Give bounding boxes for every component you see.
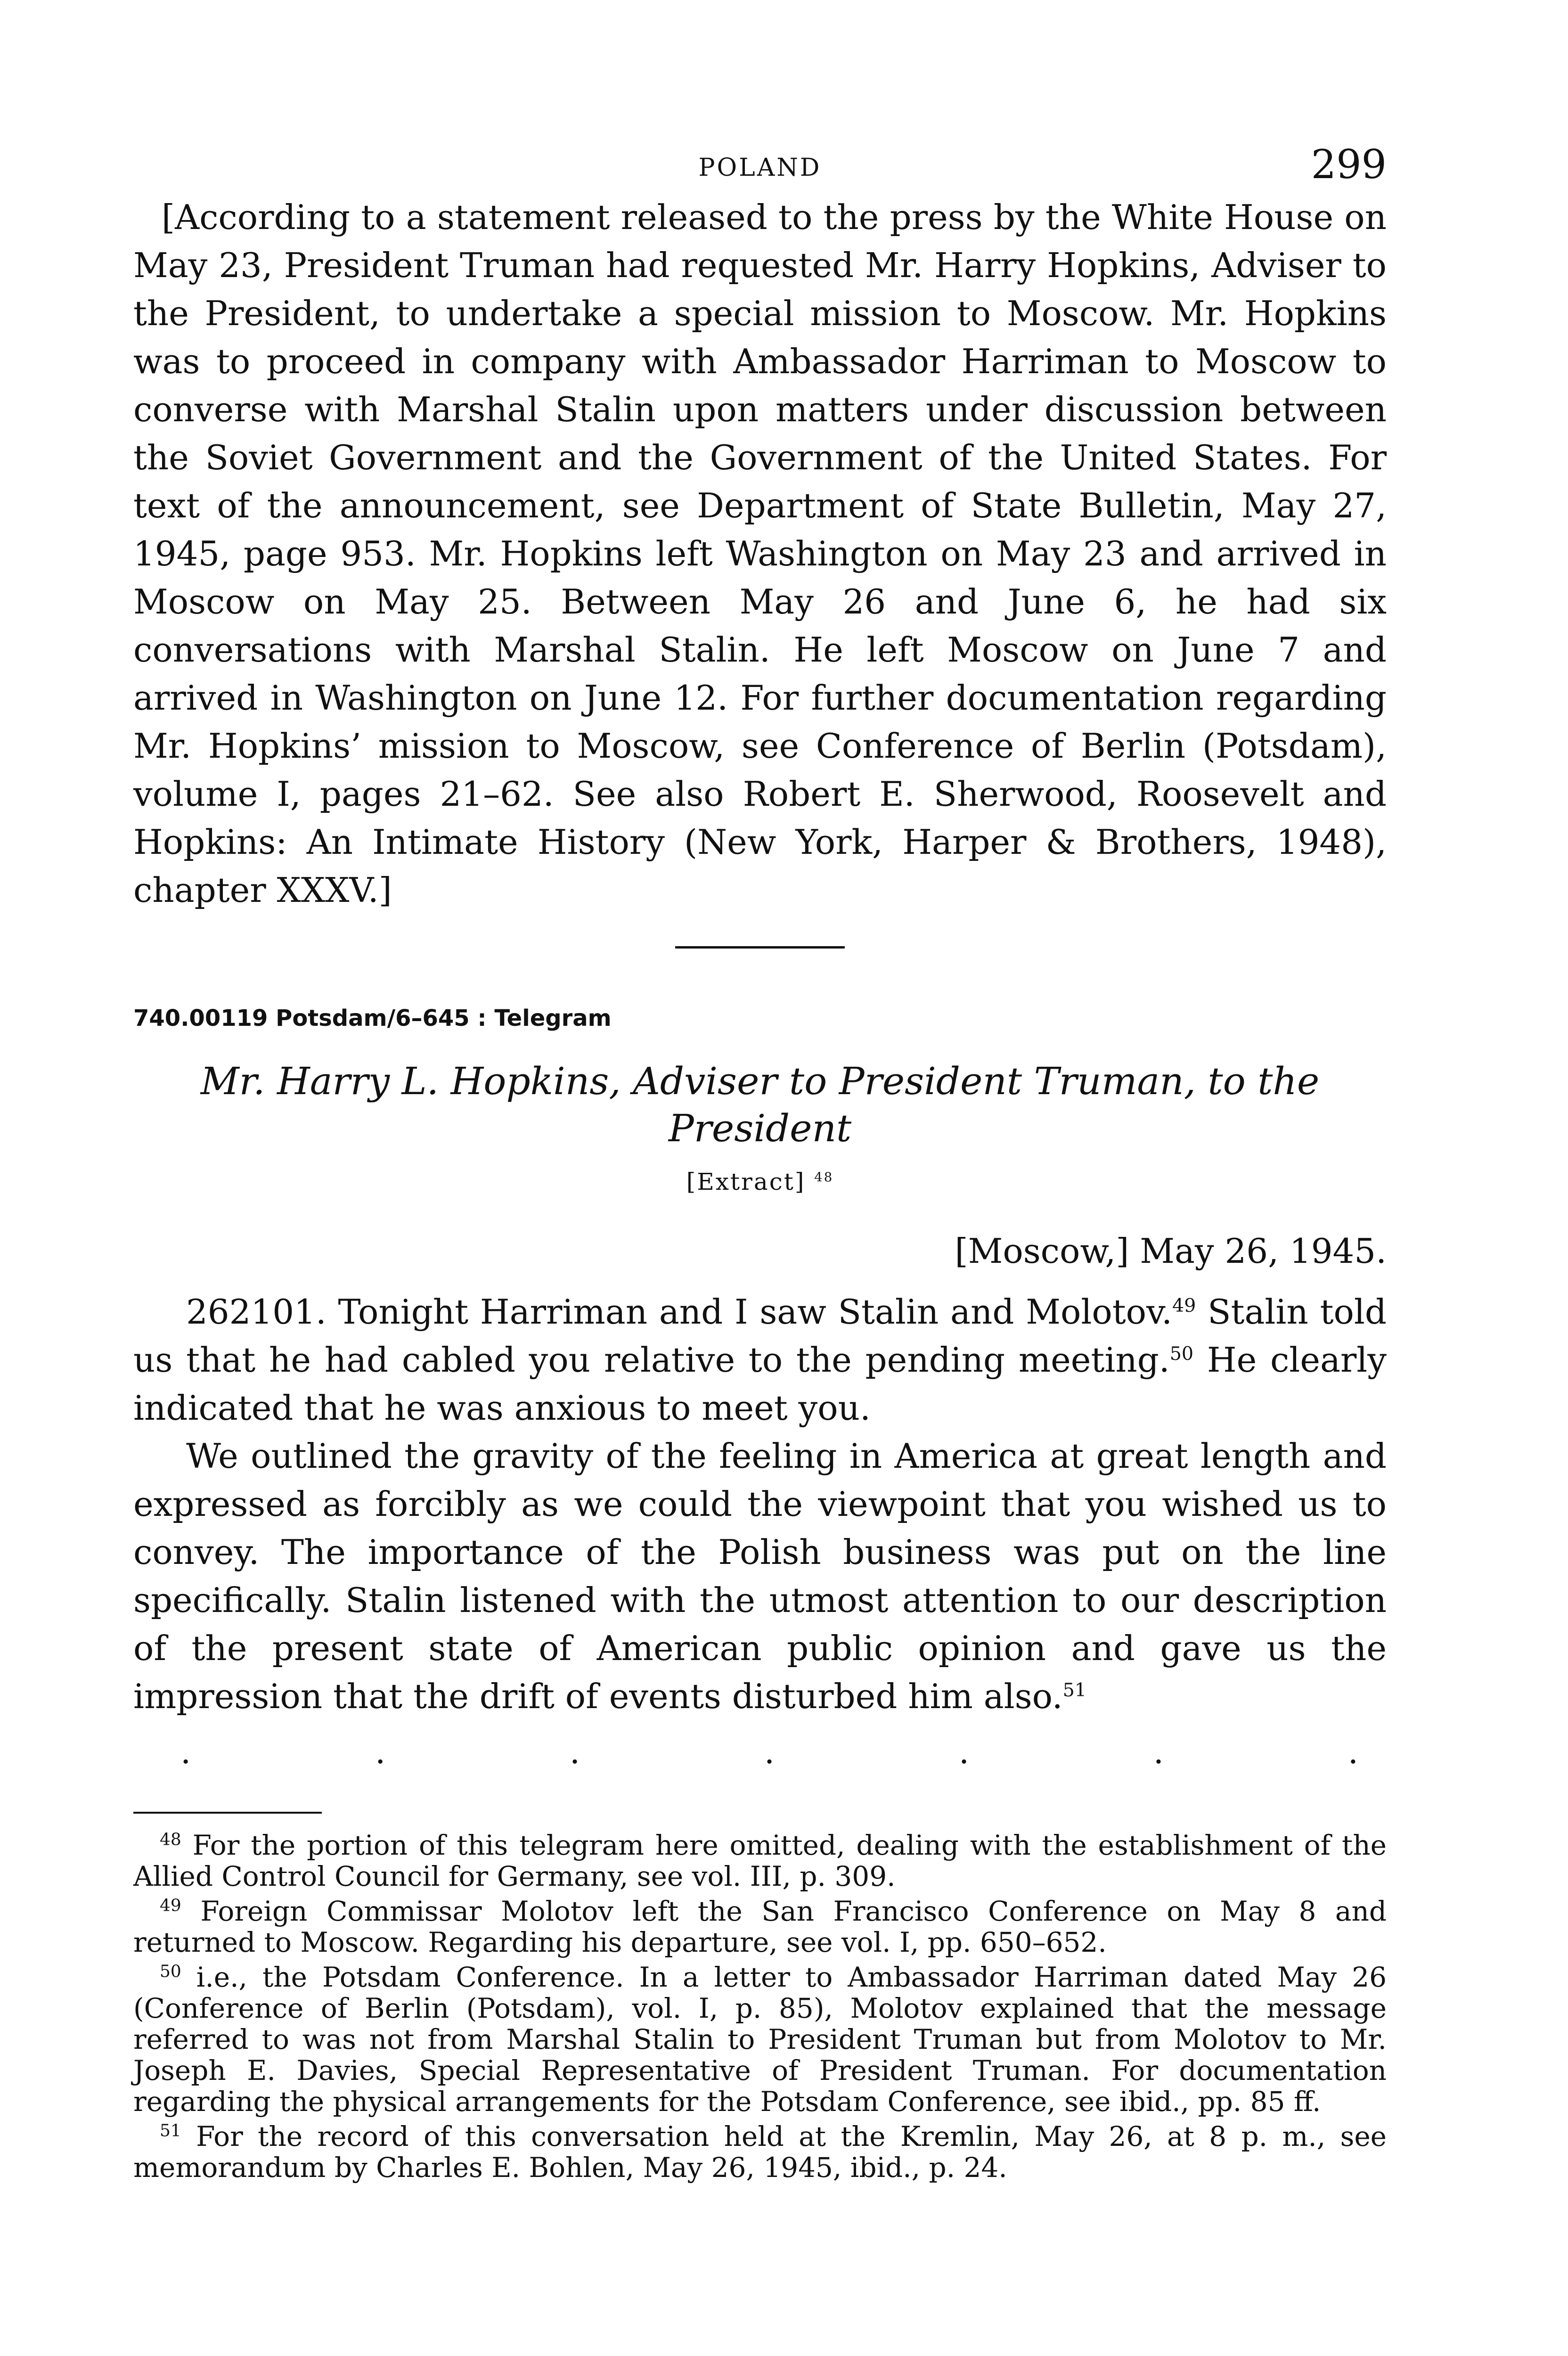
extract-label-line [133,1168,1387,1195]
footnote-text: Foreign Commissar Molotov left the San Francisco Conference on May 8 and returned to Moscow. Regarding his departure, see vol. I, pp. 650–652. [133,1895,1387,1958]
footnote-marker: 51 [160,2121,181,2141]
editorial-note: [According to a statement released to the press by the White House on May 23, President Truman had requested Mr. Harry Hopkins, Adviser to the President, to undertake a special mission to Moscow. Mr. Hopkins was to proceed in company with Ambassador Harriman to Moscow to converse with Marshal Stalin upon matters under discussion between the Soviet Government and the Government of the United States. For text of the announcement, see Department of State Bulletin, May 27, 1945, page 953. Mr. Hopkins left Washington on May 23 and arrived in Moscow on May 25. Between May 26 and June 6, he had six conversations with Marshal Stalin. He left Moscow on June 7 and arrived in Washington on June 12. For further documentation regarding Mr. Hopkins’ mission to Moscow, see Conference of Berlin (Potsdam), volume I, pages 21–62. See also Robert E. Sherwood, Roosevelt and Hopkins: An Intimate History (New York, Harper & Brothers, 1948), chapter XXXV.] [133,197,1387,910]
paragraph-1-part-3: He clearly indicated that he was anxious to meet you. [133,1340,1387,1428]
section-divider [675,946,845,949]
footnote-ref-50: 50 [1169,1343,1194,1365]
paragraph-1-part-2: Stalin told us that he had cabled you relative to the pending meeting. [133,1292,1387,1380]
paragraph-2-text: We outlined the gravity of the feeling in America at great length and expressed as forcibly as we could the viewpoint that you wished us to convey. The importance of the Polish business was put on the line specifically. Stalin listened with the utmost attention to our description of the present state of American public opinion and gave us the impression that the drift of events disturbed him also. [133,1436,1387,1716]
footnote-50 [133,1962,1387,2117]
body-paragraph-1 [133,1288,1387,1432]
footnote-text: For the portion of this telegram here omitted, dealing with the establishment of the Allied Control Council for Germany, see vol. III, p. 309. [133,1829,1387,1892]
footnote-48 [133,1830,1387,1892]
footnote-marker: 48 [160,1830,181,1849]
footnote-marker: 49 [160,1896,181,1915]
footnote-51 [133,2121,1387,2183]
dateline: [Moscow,] May 26, 1945. [955,1231,1387,1271]
footnote-text: For the record of this conversation held at the Kremlin, May 26, at 8 p. m., see memorandum by Charles E. Bohlen, May 26, 1945, ibid., p. 24. [133,2120,1387,2184]
body-paragraph-2 [133,1432,1387,1720]
ellipsis-dot: . [958,1733,970,1771]
footnote-ref-49: 49 [1172,1295,1196,1317]
footnote-text: i.e., the Potsdam Conference. In a letter to Ambassador Harriman dated May 26 (Conference of Berlin (Potsdam), vol. I, p. 85), Molotov explained that the message referred to was not from Marshal Stalin to President Truman but from Molotov to Mr. Joseph E. Davies, Special Representative of President Truman. For documentation regarding the physical arrangements for the Potsdam Conference, see ibid., pp. 85 ff. [133,1961,1387,2118]
ellipsis-dot: . [569,1733,580,1771]
footnote-49 [133,1896,1387,1958]
paragraph-1-part-1: 262101. Tonight Harriman and I saw Stalin and Molotov. [186,1292,1172,1332]
document-page [133,141,1387,2187]
page-number: 299 [1311,141,1387,188]
footnote-marker: 50 [160,1962,181,1981]
running-header [133,141,1387,193]
ellipsis-dot: . [1348,1733,1358,1771]
ellipsis-dot: . [1153,1733,1164,1771]
ellipsis-dot: . [764,1733,775,1771]
file-reference: 740.00119 Potsdam/6–645 : Telegram [133,1005,612,1031]
omission-ellipsis [133,1733,1387,1771]
footnote-ref-48: 48 [814,1170,834,1185]
footnote-divider [133,1812,322,1814]
ellipsis-dot: . [375,1733,386,1771]
footnote-ref-51: 51 [1062,1679,1086,1701]
extract-label: [Extract] [686,1168,806,1195]
document-title: Mr. Harry L. Hopkins, Adviser to President Truman, to the President [200,1059,1320,1150]
ellipsis-dot: . [180,1733,191,1771]
running-title: POLAND [698,154,822,182]
